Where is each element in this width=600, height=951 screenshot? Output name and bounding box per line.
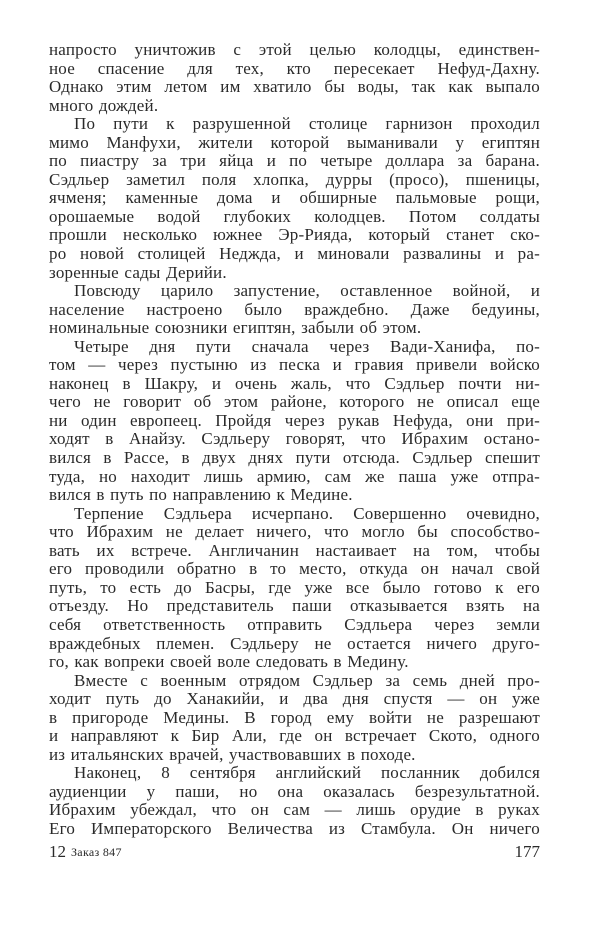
text-line: Однако этим летом им хватило бы воды, так как выпало <box>49 77 540 97</box>
text-line: наконец в Шакру, и очень жаль, что Сэдльер почти ни- <box>49 373 540 393</box>
text-line: Вместе с военным отрядом Сэдльер за семь дней про- <box>74 670 540 690</box>
text-line: Его Императорского Величества из Стамбула. Он ничего <box>49 818 540 838</box>
text-line: туда, но находит лишь армию, сам же паша уже отпра- <box>49 466 540 486</box>
text-line: по пиастру за три яйца и по четыре доллара за барана. <box>49 151 540 171</box>
text-line: Ибрахим убеждал, что он сам — лишь орудие в руках <box>49 800 540 820</box>
paragraph <box>49 41 540 115</box>
text-line: зоренные сады Дерийи. <box>49 262 227 282</box>
text-line: аудиенции у паши, но она оказалась безрезультатной. <box>49 781 540 801</box>
text-line: вился в путь по направлению к Медине. <box>49 485 353 505</box>
text-line: много дождей. <box>49 95 159 115</box>
text-line: номинальные союзники египтян, забыли об этом. <box>49 318 422 338</box>
text-line: Сэдльер заметил поля хлопка, дурры (просо), пшеницы, <box>49 169 540 189</box>
text-line: том — через пустыню из песка и гравия привели войско <box>49 355 540 375</box>
paragraph <box>49 505 540 672</box>
text-line: орошаемые водой глубоких колодцев. Потом солдаты <box>49 206 540 226</box>
text-line: население настроено было враждебно. Даже бедуины, <box>49 299 540 319</box>
text-line: ни один европеец. Пройдя через рукав Нефуда, они при- <box>49 410 540 430</box>
text-line: вать их встрече. Англичанин настаивает на том, чтобы <box>49 540 540 560</box>
text-line: Четыре дня пути сначала через Вади-Ханифа, по- <box>74 336 540 356</box>
text-line: Повсюду царило запустение, оставленное войной, и <box>74 281 540 301</box>
page-footer <box>49 842 540 862</box>
text-line: чего не говорит об этом районе, которого не описал еще <box>49 392 540 412</box>
text-line: ро новой столицей Неджда, и миновали развалины и ра- <box>49 244 540 264</box>
paragraph <box>49 672 540 765</box>
text-line: вился в Рассе, в двух днях пути отсюда. Сэдльер спешит <box>49 448 540 468</box>
text-line: напросто уничтожив с этой целью колодцы, единствен- <box>49 40 540 59</box>
text-line: ячменя; каменные дома и обширные пальмовые рощи, <box>49 188 540 208</box>
paragraph <box>49 282 540 338</box>
text-line: враждебных племен. Сэдльеру не остается ничего друго- <box>49 633 540 653</box>
text-line: путь, то есть до Басры, где уже все было готово к его <box>49 577 540 597</box>
text-line: мимо Манфухи, жители которой выманивали у египтян <box>49 132 540 152</box>
text-line: го, как вопреки своей воле следовать в Медину. <box>49 652 409 672</box>
text-line: Терпение Сэдльера исчерпано. Совершенно очевидно, <box>74 503 540 523</box>
text-line: ное спасение для тех, кто пересекает Нефуд-Дахну. <box>49 58 540 78</box>
text-line: По пути к разрушенной столице гарнизон проходил <box>74 114 540 134</box>
text-line: прошли несколько южнее Эр-Рияда, который станет ско- <box>49 225 540 245</box>
paragraph <box>49 764 540 838</box>
body-text <box>49 41 540 839</box>
text-line: и направляют к Бир Али, где он встречает Ското, одного <box>49 726 540 746</box>
text-line: себя ответственность отправить Сэдльера через земли <box>49 614 540 634</box>
signature-number: 12 <box>49 842 66 861</box>
text-line: в пригороде Медины. В город ему войти не разрешают <box>49 707 540 727</box>
page-number: 177 <box>514 842 540 861</box>
text-line: его проводили обратно в то место, откуда он начал свой <box>49 559 540 579</box>
text-line: отъезду. Но представитель паши отказывается взять на <box>49 596 540 616</box>
text-line: из итальянских врачей, участвовавших в походе. <box>49 744 416 764</box>
text-line: ходит путь до Ханакийи, и два дня спустя — он уже <box>49 689 540 709</box>
text-line: что Ибрахим не делает ничего, что могло бы способство- <box>49 522 540 542</box>
text-line: Наконец, 8 сентября английский посланник добился <box>74 763 540 783</box>
paragraph <box>49 115 540 282</box>
text-line: ходят в Анайзу. Сэдльеру говорят, что Ибрахим остано- <box>49 429 540 449</box>
paragraph <box>49 338 540 505</box>
print-order-note: Заказ 847 <box>71 845 122 859</box>
